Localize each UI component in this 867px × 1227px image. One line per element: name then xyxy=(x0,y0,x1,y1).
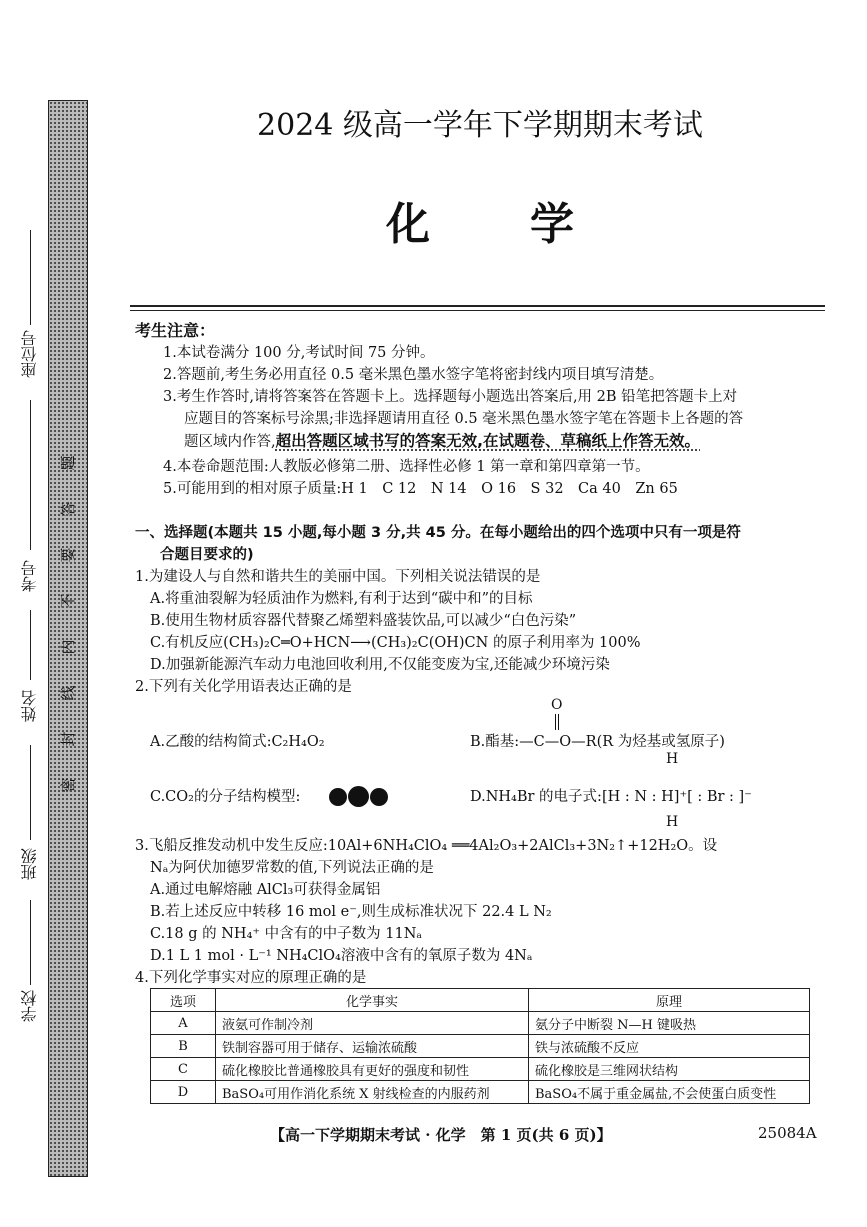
seal-char: 内 xyxy=(59,639,77,655)
q2-stem: 2.下列有关化学用语表达正确的是 xyxy=(135,679,352,695)
table-header: 化学事实 xyxy=(216,989,529,1012)
q3-option-c: C.18 g 的 NH₄⁺ 中含有的中子数为 11Nₐ xyxy=(150,926,422,942)
q2-option-b-label: B.酯基: xyxy=(470,734,520,750)
ester-double-bond xyxy=(555,714,556,730)
notice-item-2: 2.答题前,考生务必用直径 0.5 毫米黑色墨水签字笔将密封线内项目填写清楚。 xyxy=(163,367,664,383)
name-line xyxy=(30,610,31,680)
q1-option-c: C.有机反应(CH₃)₂C═O+HCN⟶(CH₃)₂C(OH)CN 的原子利用率为 100% xyxy=(150,635,641,651)
ester-double-bond-2 xyxy=(558,714,559,730)
section-heading: 一、选择题(本题共 15 小题,每小题 3 分,共 45 分。在每小题给出的四个选项中只有一项是符 xyxy=(135,525,741,541)
table-cell: BaSO₄可用作消化系统 X 射线检查的内服药剂 xyxy=(216,1081,529,1104)
electron-formula: [H : N : H]⁺[ : Br : ]⁻ xyxy=(601,789,752,805)
notice-emphasis: 超出答题区域书写的答案无效,在试题卷、草稿纸上作答无效。 xyxy=(275,432,700,450)
table-row xyxy=(151,1058,810,1081)
seal-char: 要 xyxy=(59,547,77,563)
q3-option-d: D.1 L 1 mol · L⁻¹ NH₄ClO₄溶液中含有的氧原子数为 4Nₐ xyxy=(150,948,533,964)
q1-option-a: A.将重油裂解为轻质油作为燃料,有利于达到“碳中和”的目标 xyxy=(150,591,533,607)
notice-item-3-end xyxy=(184,429,700,454)
seat-number-label: 座位号 xyxy=(20,330,39,378)
q3-option-a: A.通过电解熔融 AlCl₃可获得金属铝 xyxy=(150,882,381,898)
seat-number-line xyxy=(30,230,31,325)
notice-item-3-tail: 题区域内作答, xyxy=(184,434,276,450)
co2-oxygen-atom xyxy=(329,788,347,806)
notice-item-4: 4.本卷命题范围:人教版必修第二册、选择性必修 1 第一章和第四章第一节。 xyxy=(163,459,650,475)
table-cell: BaSO₄不属于重金属盐,不会使蛋白质变性 xyxy=(529,1081,810,1104)
seal-char: 线 xyxy=(59,685,77,701)
table-cell: 铁与浓硫酸不反应 xyxy=(529,1035,810,1058)
notice-heading: 考生注意： xyxy=(135,321,216,340)
class-label: 班级 xyxy=(20,848,39,880)
table-cell: A xyxy=(151,1012,216,1035)
exam-number-label: 考号 xyxy=(20,560,39,592)
table-header-row xyxy=(151,989,810,1012)
q4-table xyxy=(150,988,810,1104)
exam-number-line xyxy=(30,400,31,550)
q1-option-d: D.加强新能源汽车动力电池回收利用,不仅能变废为宝,还能减少环境污染 xyxy=(150,657,610,673)
subject-title: 化学 xyxy=(386,199,674,250)
seal-char: 不 xyxy=(59,593,77,609)
school-label: 学校 xyxy=(20,990,39,1022)
seal-char: 封 xyxy=(59,731,77,747)
table-cell: D xyxy=(151,1081,216,1104)
co2-carbon-atom xyxy=(348,786,369,807)
q2-option-d-label: D.NH₄Br 的电子式: xyxy=(470,789,602,805)
exam-title: 2024 级高一学年下学期期末考试 xyxy=(257,108,703,143)
table-cell: 氨分子中断裂 N—H 键吸热 xyxy=(529,1012,810,1035)
table-cell: B xyxy=(151,1035,216,1058)
table-row xyxy=(151,1081,810,1104)
seal-char: 密 xyxy=(59,777,77,793)
name-label: 姓名 xyxy=(20,690,39,722)
header-rule-thin xyxy=(130,310,825,311)
exam-code: 25084A xyxy=(758,1124,817,1142)
q1-stem: 1.为建设人与自然和谐共生的美丽中国。下列相关说法错误的是 xyxy=(135,569,541,585)
table-cell: 硫化橡胶比普通橡胶具有更好的强度和韧性 xyxy=(216,1058,529,1081)
notice-item-3-cont: 应题目的答案标号涂黑;非选择题请用直径 0.5 毫米黑色墨水签字笔在答题卡上各题的答 xyxy=(184,411,744,427)
notice-item-3: 3.考生作答时,请将答案答在答题卡上。选择题每小题选出答案后,用 2B 铅笔把答题卡上对 xyxy=(163,389,738,405)
seal-text xyxy=(56,440,80,808)
q4-stem: 4.下列化学事实对应的原理正确的是 xyxy=(135,970,367,986)
class-line xyxy=(30,745,31,840)
table-header: 选项 xyxy=(151,989,216,1012)
page-footer: 【高一下学期期末考试 · 化学 第 1 页(共 6 页)】 xyxy=(270,1126,612,1144)
table-cell: 铁制容器可用于储存、运输浓硫酸 xyxy=(216,1035,529,1058)
electron-h-top: H xyxy=(666,751,679,767)
ester-formula: —C—O—R xyxy=(519,734,597,750)
table-row xyxy=(151,1035,810,1058)
co2-oxygen-atom-2 xyxy=(370,788,388,806)
q2-option-b xyxy=(470,730,725,754)
ester-note: (R 为烃基或氢原子) xyxy=(596,734,725,750)
seal-char: 题 xyxy=(59,455,77,471)
header-rule xyxy=(130,305,825,307)
q3-stem: 3.飞船反推发动机中发生反应:10Al+6NH₄ClO₄ ══4Al₂O₃+2AlCl₃+3N₂↑+12H₂O。设 xyxy=(135,838,718,854)
table-cell: 液氨可作制冷剂 xyxy=(216,1012,529,1035)
table-cell: 硫化橡胶是三维网状结构 xyxy=(529,1058,810,1081)
table-cell: C xyxy=(151,1058,216,1081)
q2-option-d xyxy=(470,785,752,809)
notice-item-1: 1.本试卷满分 100 分,考试时间 75 分钟。 xyxy=(163,345,435,361)
seal-char: 答 xyxy=(59,501,77,517)
electron-h-bottom: H xyxy=(666,814,679,830)
table-header: 原理 xyxy=(529,989,810,1012)
school-line xyxy=(30,900,31,985)
q2-option-c: C.CO₂的分子结构模型: xyxy=(150,789,301,805)
section-heading-cont: 合题目要求的) xyxy=(160,547,254,563)
notice-item-5: 5.可能用到的相对原子质量:H 1 C 12 N 14 O 16 S 32 Ca 40 Zn 65 xyxy=(163,481,678,497)
q3-option-b: B.若上述反应中转移 16 mol e⁻,则生成标准状况下 22.4 L N₂ xyxy=(150,904,552,920)
q1-option-b: B.使用生物材质容器代替聚乙烯塑料盛装饮品,可以减少“白色污染” xyxy=(150,613,577,629)
table-row xyxy=(151,1012,810,1035)
q2-option-a: A.乙酸的结构简式:C₂H₄O₂ xyxy=(150,734,325,750)
q3-stem-cont: Nₐ为阿伏加德罗常数的值,下列说法正确的是 xyxy=(150,860,434,876)
ester-oxygen: O xyxy=(551,697,563,713)
